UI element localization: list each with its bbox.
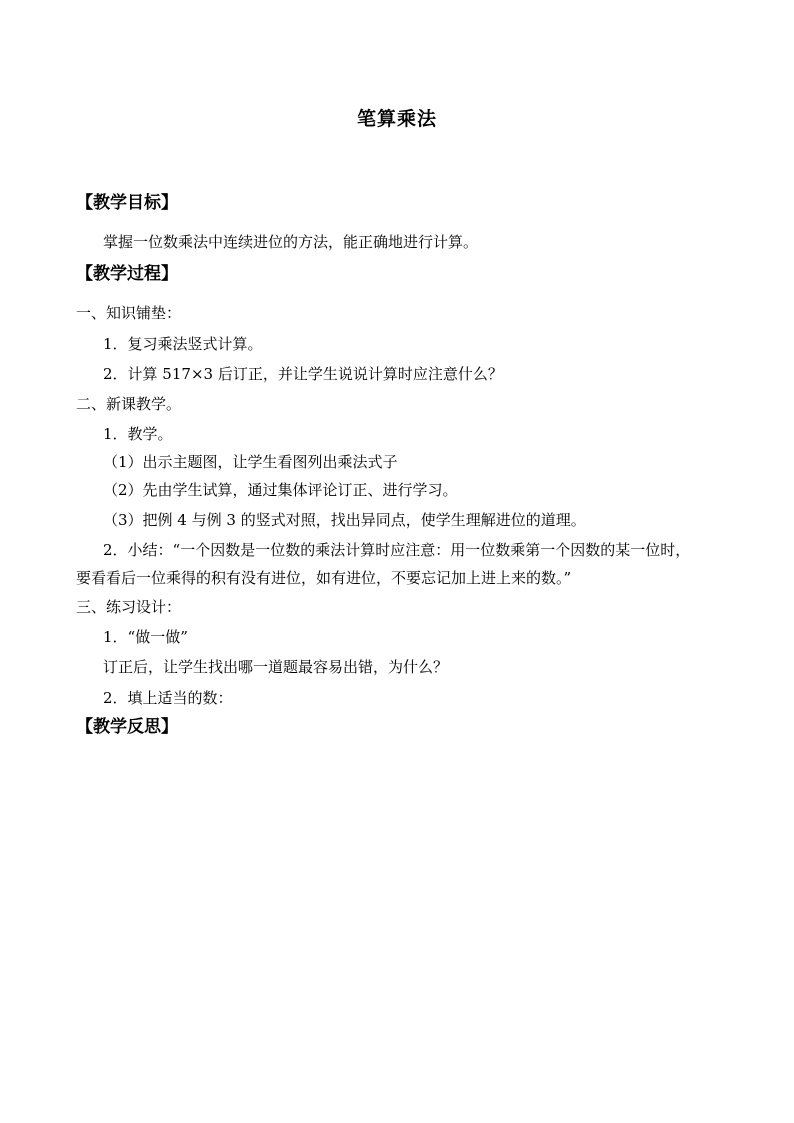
part2-item-2-line-1: 2．小结：“一个因数是一位数的乘法计算时应注意：用一位数乘第一个因数的某一位时， xyxy=(103,541,691,559)
part2-item-2-line-2: 要看看后一位乘得的积有没有进位，如有进位，不要忘记加上进上来的数。” xyxy=(76,569,572,587)
part1-heading: 一、知识铺垫： xyxy=(76,304,182,322)
part2-sub-3: （3）把例 4 与例 3 的竖式对照，找出异同点，使学生理解进位的道理。 xyxy=(103,511,586,529)
part3-heading: 三、练习设计： xyxy=(76,598,182,616)
part2-item-1: 1．教学。 xyxy=(103,425,173,443)
section-heading-goals: 【教学目标】 xyxy=(76,193,178,213)
section-heading-reflection: 【教学反思】 xyxy=(76,717,178,737)
part3-item-1: 1．“做一做” xyxy=(103,628,188,646)
part3-item-2: 2．填上适当的数： xyxy=(103,689,233,707)
goals-text: 掌握一位数乘法中连续进位的方法，能正确地进行计算。 xyxy=(103,233,479,251)
part1-item-1: 1．复习乘法竖式计算。 xyxy=(103,335,263,353)
document-title: 笔算乘法 xyxy=(356,108,437,130)
section-heading-process: 【教学过程】 xyxy=(76,264,178,284)
part1-item-2: 2．计算 517×3 后订正，并让学生说说计算时应注意什么？ xyxy=(103,365,503,383)
part2-sub-2: （2）先由学生试算，通过集体评论订正、进行学习。 xyxy=(103,481,458,499)
part2-heading: 二、新课教学。 xyxy=(76,395,182,413)
part3-item-1-text: 订正后，让学生找出哪一道题最容易出错，为什么？ xyxy=(103,658,449,676)
part2-sub-1: （1）出示主题图，让学生看图列出乘法式子 xyxy=(103,453,398,471)
